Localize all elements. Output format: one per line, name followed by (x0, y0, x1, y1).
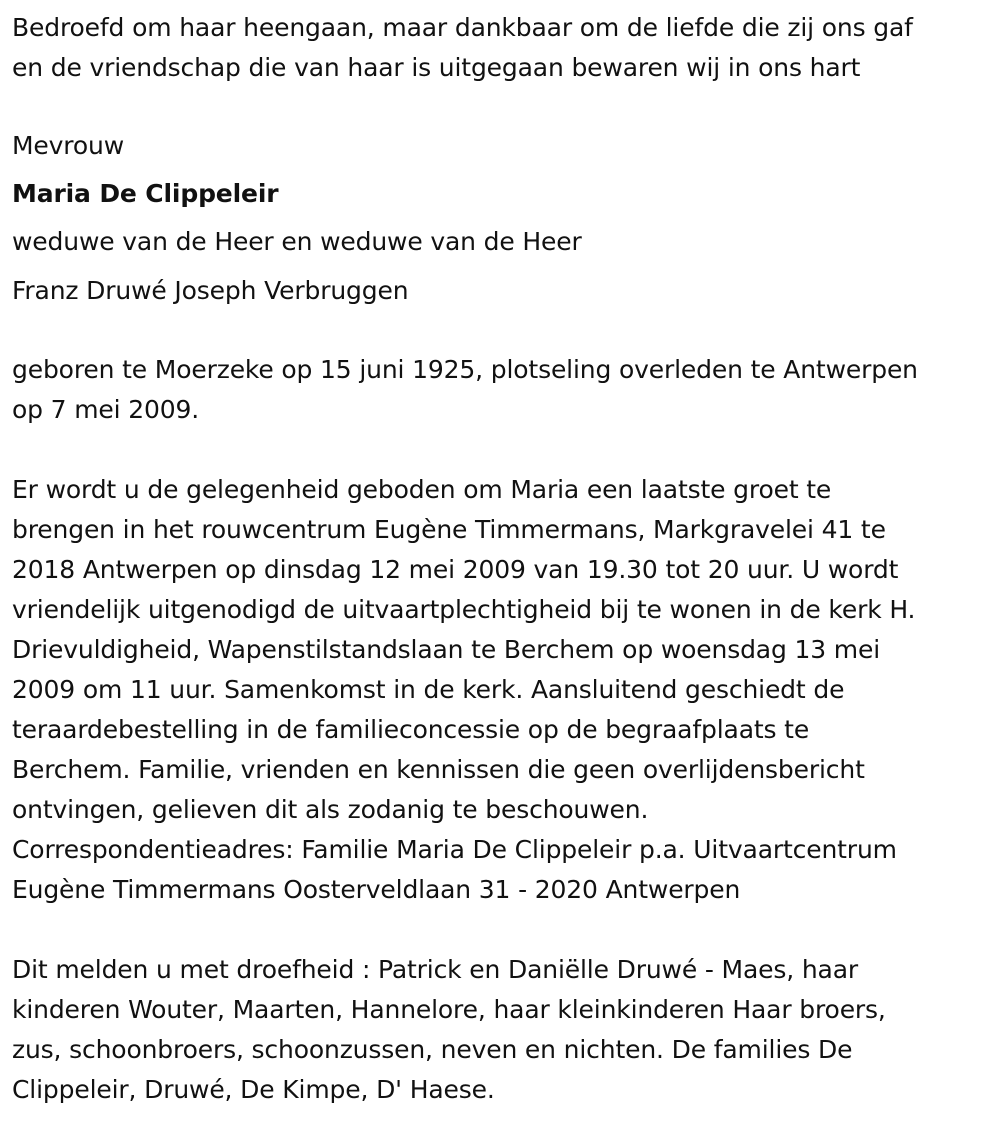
announcement-line-4: Clippeleir, Druwé, De Kimpe, D' Haese. (12, 1075, 495, 1104)
ceremony-line-3: 2018 Antwerpen op dinsdag 12 mei 2009 van 19.30 tot 20 uur. U wordt (12, 555, 899, 584)
salutation: Mevrouw (12, 131, 125, 160)
ceremony-line-9: ontvingen, gelieven dit als zodanig te beschouwen. (12, 795, 649, 824)
ceremony-line-1: Er wordt u de gelegenheid geboden om Maria een laatste groet te (12, 475, 832, 504)
birth-death-line-1: geboren te Moerzeke op 15 juni 1925, plotseling overleden te Antwerpen (12, 355, 918, 384)
ceremony-line-11: Eugène Timmermans Oosterveldlaan 31 - 2020 Antwerpen (12, 875, 741, 904)
ceremony-line-4: vriendelijk uitgenodigd de uitvaartplechtigheid bij te wonen in de kerk H. (12, 595, 916, 624)
announcement-line-1: Dit melden u met droefheid : Patrick en Daniëlle Druwé - Maes, haar (12, 955, 858, 984)
spouse-line-1: weduwe van de Heer en weduwe van de Heer (12, 227, 582, 256)
ceremony-line-7: teraardebestelling in de familieconcessie op de begraafplaats te (12, 715, 810, 744)
intro-line-1: Bedroefd om haar heengaan, maar dankbaar om de liefde die zij ons gaf (12, 13, 913, 42)
birth-death-line-2: op 7 mei 2009. (12, 395, 200, 424)
ceremony-line-5: Drievuldigheid, Wapenstilstandslaan te Berchem op woensdag 13 mei (12, 635, 881, 664)
spouse-line-2: Franz Druwé Joseph Verbruggen (12, 276, 409, 305)
intro-line-2: en de vriendschap die van haar is uitgegaan bewaren wij in ons hart (12, 53, 861, 82)
ceremony-line-2: brengen in het rouwcentrum Eugène Timmermans, Markgravelei 41 te (12, 515, 886, 544)
announcement-line-3: zus, schoonbroers, schoonzussen, neven en nichten. De families De (12, 1035, 853, 1064)
ceremony-line-10: Correspondentieadres: Familie Maria De Clippeleir p.a. Uitvaartcentrum (12, 835, 897, 864)
ceremony-line-6: 2009 om 11 uur. Samenkomst in de kerk. Aansluitend geschiedt de (12, 675, 845, 704)
deceased-name: Maria De Clippeleir (12, 179, 279, 208)
ceremony-line-8: Berchem. Familie, vrienden en kennissen die geen overlijdensbericht (12, 755, 865, 784)
announcement-line-2: kinderen Wouter, Maarten, Hannelore, haar kleinkinderen Haar broers, (12, 995, 886, 1024)
